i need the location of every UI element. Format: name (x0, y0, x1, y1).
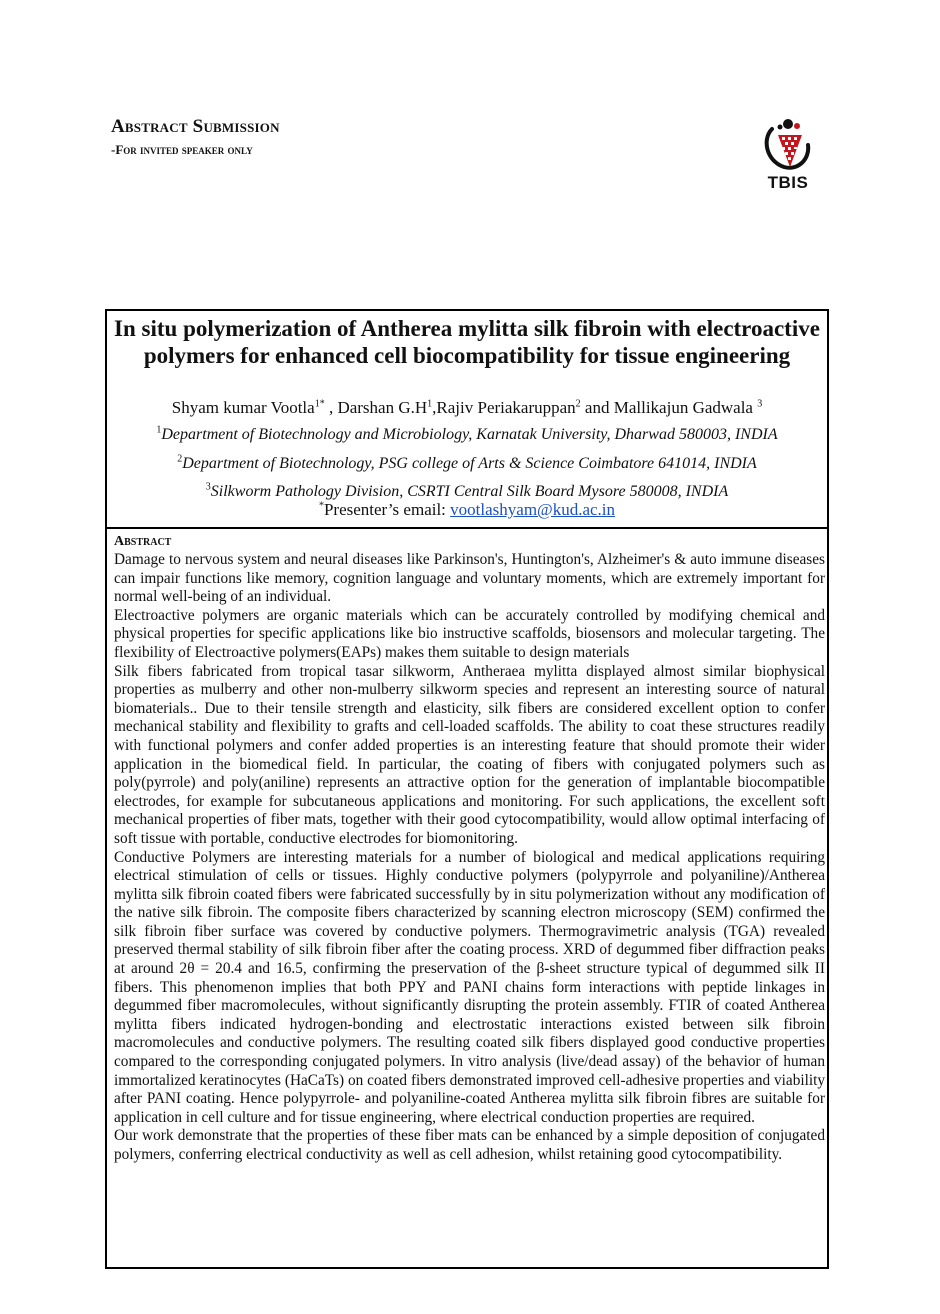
author-name: Rajiv Periakaruppan (436, 398, 576, 417)
abstract-paragraph: Damage to nervous system and neural diseases like Parkinson's, Huntington's, Alzheimer's & auto immune diseases can impair functions like memory, cognition language and voluntary moments, which are extremely important for normal well-being of an individual. (114, 551, 825, 606)
affiliation-text: Department of Biotechnology and Microbiology, Karnatak University, Dharwad 580003, INDIA (161, 426, 778, 443)
tbis-logo-icon (758, 115, 818, 175)
affiliation-1 (107, 425, 827, 445)
presenter-superscript: * (318, 500, 324, 512)
affiliation-2 (107, 454, 827, 474)
author-superscript: 1* (314, 398, 325, 410)
affiliation-superscript: 2 (177, 453, 183, 465)
abstract-paragraph: Silk fibers fabricated from tropical tasar silkworm, Antheraea mylitta displayed almost similar biophysical properties as mulberry and other non-mulberry silkworm species and represent an interesting source of natural biomaterials.. Due to their tensile strength and elasticity, silk fibers are considered excellent option to confer mechanical stability and flexibility to grafts and cell-loaded scaffolds. The ability to coat these structures readily with functional polymers and confer added properties is an interesting feature that should promote their wider application in the biomedical field. In particular, the coating of fibers with conjugated polymers such as poly(pyrrole) and poly(aniline) represents an attractive option for the generation of implantable biocompatible electrodes, for example for subcutaneous applications and monitoring. For such applications, the excellent soft mechanical properties of fiber mats, together with their good cytocompatibility, would allow optimal interfacing of soft tissue with portable, conductive electrodes for biomonitoring. (114, 662, 825, 847)
submission-header-title: Abstract Submission (111, 116, 280, 137)
paper-title: In situ polymerization of Antherea mylitta silk fibroin with electroactive polymers for enhanced cell biocompatibility for tissue engineering (114, 316, 820, 368)
author-list: Shyam kumar Vootla$^{1*}$ , Darshan $G.H^1,Rajiv$ Periakaruppan$^2$ and Mallikajun Gadwala $^3$ (171, 398, 763, 417)
affiliation-superscript: 3 (205, 481, 211, 493)
abstract-body (114, 551, 825, 1165)
author-superscript: 3 (757, 398, 763, 410)
abstract-heading: Abstract (114, 534, 172, 549)
affiliation-text: Department of Biotechnology, PSG college of Arts & Science Coimbatore 641014, INDIA (182, 455, 757, 472)
author-superscript: 2 (575, 398, 581, 410)
submission-header-subtitle: -For invited speaker only (111, 142, 253, 157)
tbis-logo (758, 115, 818, 195)
affiliation-3 (107, 482, 827, 502)
presenter-email-link[interactable]: vootlashyam@kud.ac.in (450, 500, 616, 519)
abstract-box (105, 527, 829, 1269)
affiliation-text: Silkworm Pathology Division, CSRTI Central Silk Board Mysore 580008, INDIA (210, 483, 729, 500)
presenter-label: Presenter’s email: (323, 500, 446, 519)
abstract-paragraph: Conductive Polymers are interesting materials for a number of biological and medical applications requiring electrical stimulation of cells or tissues. Highly conductive polymers (polypyrrole and polyaniline)/Antherea mylitta silk fibroin coated fibers were fabricated successfully by in situ polymerization without any modification of the native silk fibroin. The composite fibers characterized by scanning electron microscopy (SEM) confirmed the silk fibroin fiber surface was covered by conductive polymers. Thermogravimetric analysis (TGA) revealed preserved thermal stability of silk fibroin fiber after the coating process. XRD of degummed fiber diffraction peaks at around 2θ = 20.4 and 16.5, confirming the preservation of the β-sheet structure typical of degummed silk II fibers. This phenomenon implies that both PPY and PANI chains form interactions with peptide linkages in degummed fiber macromolecules, without significantly disrupting the protein assembly. FTIR of coated Antherea mylitta fibers indicated hydrogen-bonding and electrostatic interactions existed between silk fibroin macromolecules and conductive polymers. The resulting coated silk fibers displayed good conductive properties compared to the corresponding conjugated polymers. In vitro analysis (live/dead assay) of the behavior of human immortalized keratinocytes (HaCaTs) on coated fibers demonstrated improved cell-adhesive properties and viability after PANI coating. Hence polypyrrole- and polyaniline-coated Antherea mylitta silk fibroin fibres are suitable for application in cell culture and for tissue engineering, where electrical conduction properties are required. (114, 848, 825, 1126)
presenter-line (107, 500, 827, 520)
author-name: Mallikajun Gadwala (613, 398, 753, 417)
author-name: Shyam kumar Vootla (171, 398, 315, 417)
author-superscript: 1 (427, 398, 433, 410)
tbis-logo-text: TBIS (767, 173, 809, 192)
abstract-paragraph: Our work demonstrate that the properties of these fiber mats can be enhanced by a simple deposition of conjugated polymers, conferring electrical conductivity as well as cell adhesion, whilst retaining good cytocompatibility. (114, 1127, 825, 1163)
title-box (105, 309, 829, 529)
affiliation-superscript: 1 (156, 424, 162, 436)
author-name: Darshan G.H (337, 398, 428, 417)
abstract-paragraph: Electroactive polymers are organic materials which can be accurately controlled by modifying chemical and physical properties for specific applications like bio instructive scaffolds, biosensors and molecular targeting. The flexibility of Electroactive polymers(EAPs) makes them suitable to design materials (114, 606, 825, 661)
